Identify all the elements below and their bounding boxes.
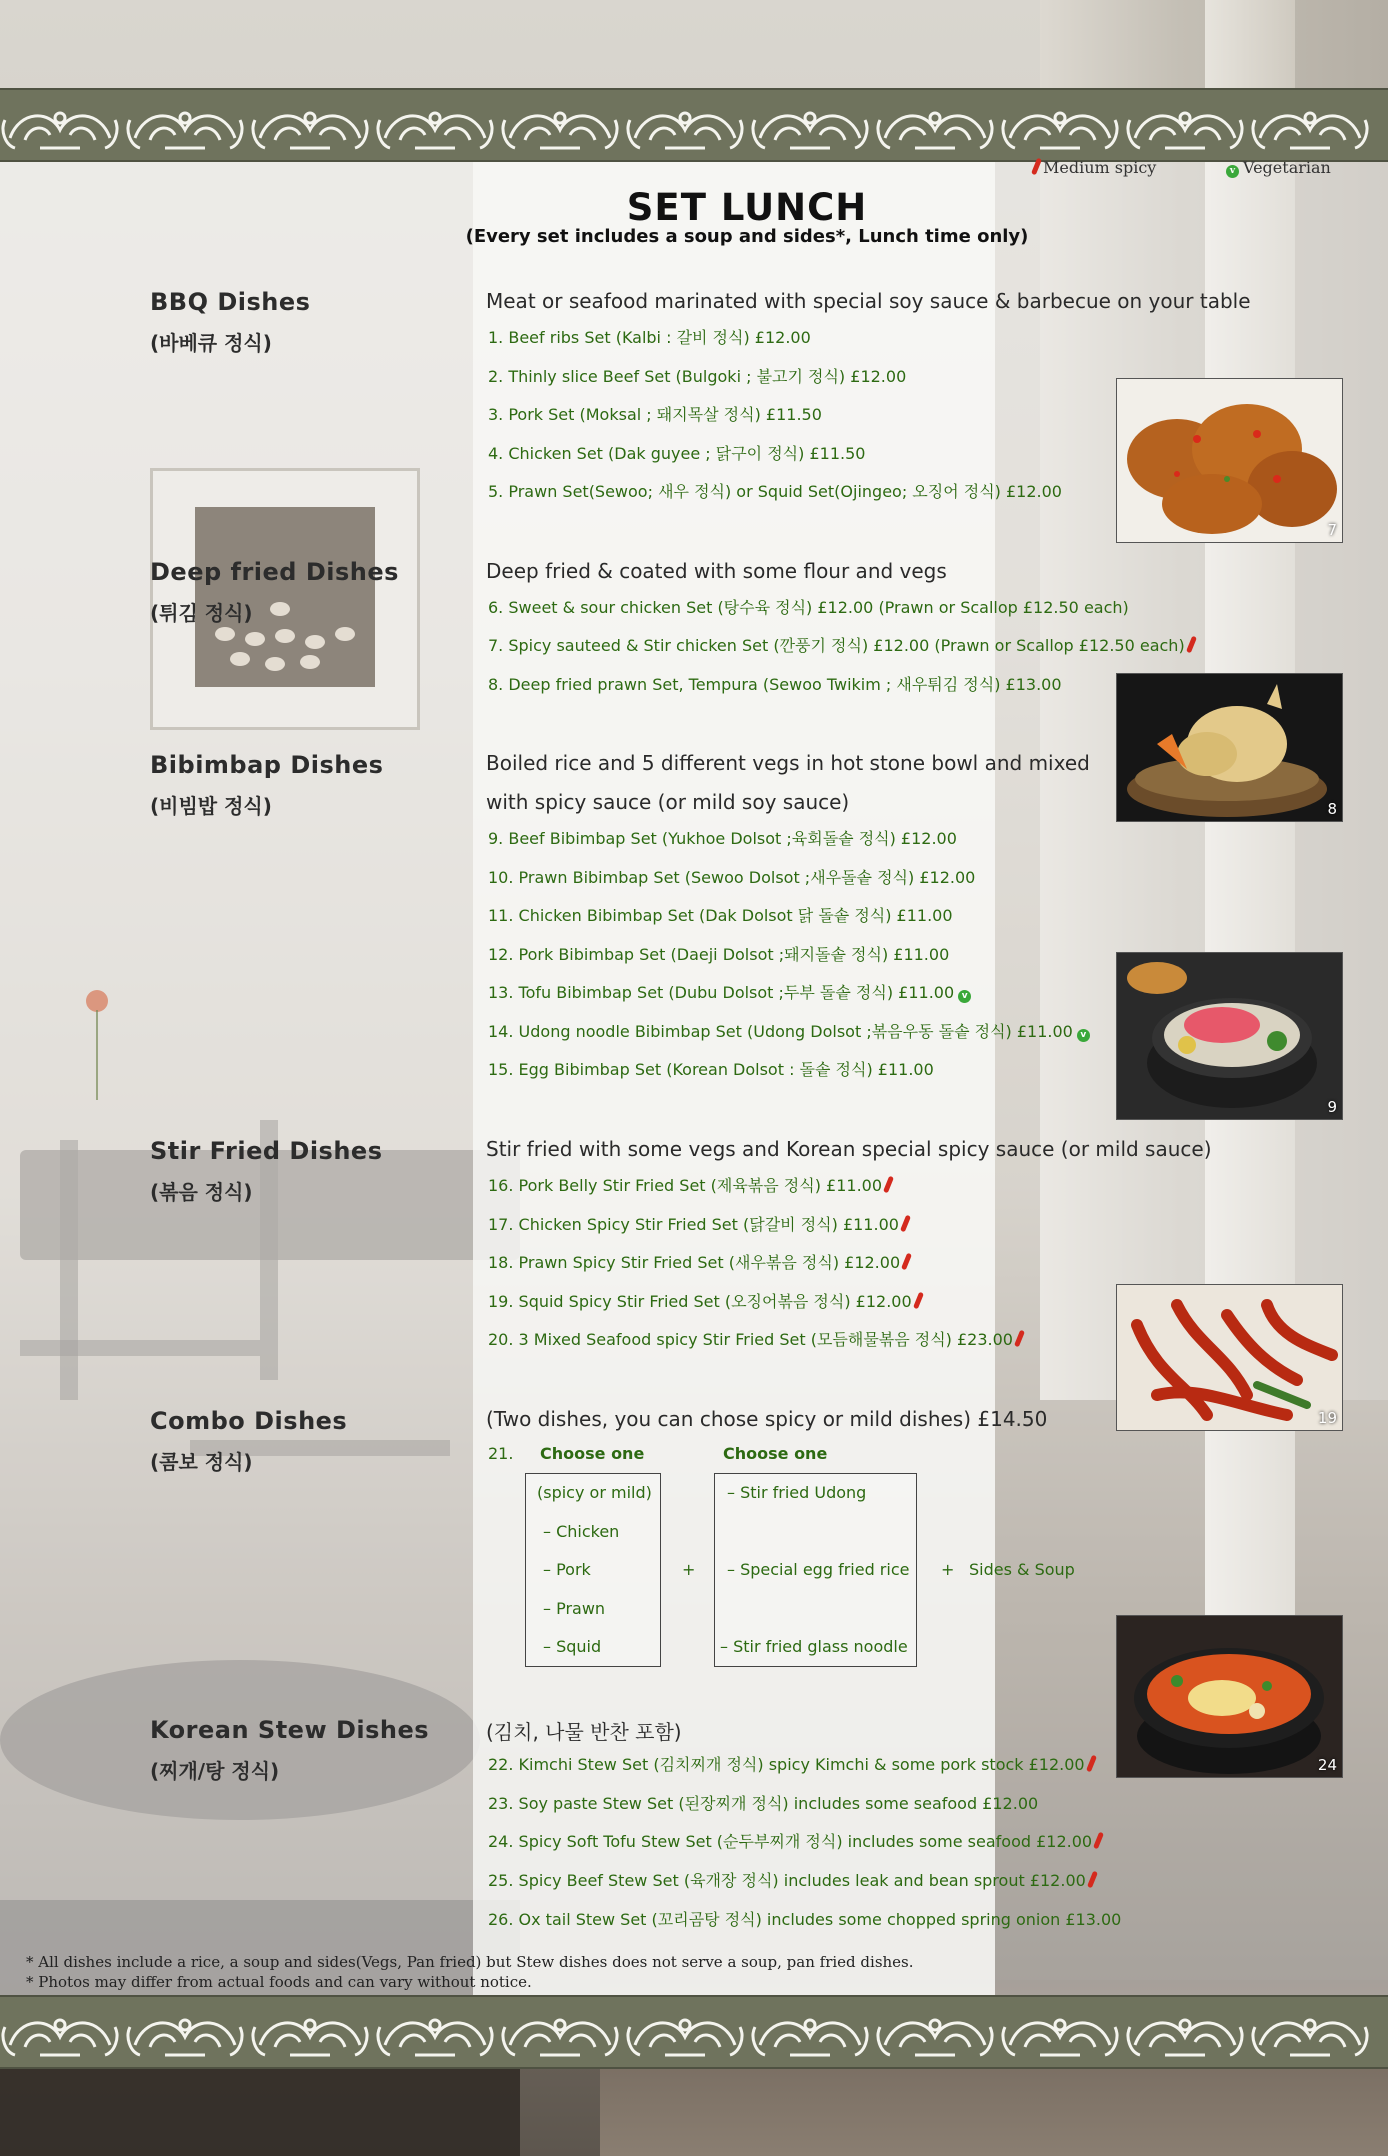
combo-choose-2: Choose one: [723, 1444, 828, 1463]
legend-spicy: [1030, 158, 1156, 177]
vegetarian-icon: v: [1226, 165, 1239, 178]
combo-option: – Squid: [543, 1637, 602, 1656]
menu-item-text: 19. Squid Spicy Stir Fried Set (오징어볶음 정식) £12.00: [488, 1292, 912, 1311]
section-desc-stirfry: Stir fried with some vegs and Korean special spicy sauce (or mild sauce): [486, 1137, 1212, 1161]
menu-item: 4. Chicken Set (Dak guyee ; 닭구이 정식) £11.50: [488, 444, 866, 463]
menu-item: 23. Soy paste Stew Set (된장찌개 정식) includes some seafood £12.00: [488, 1794, 1039, 1813]
section-desc-fried: Deep fried & coated with some flour and vegs: [486, 559, 947, 583]
menu-item-spicy: [488, 1327, 1026, 1350]
page-subtitle: (Every set includes a soup and sides*, Lunch time only): [465, 226, 1029, 247]
combo-option: – Stir fried Udong: [727, 1483, 867, 1502]
combo-option: – Pork: [543, 1560, 591, 1579]
section-subtitle-fried: (튀김 정식): [150, 601, 253, 625]
footnote: * Photos may differ from actual foods and can vary without notice.: [26, 1973, 532, 1991]
legend-spicy-label: Medium spicy: [1043, 158, 1157, 177]
chili-icon: [913, 1292, 924, 1310]
combo-plus-1: +: [682, 1560, 696, 1579]
chili-icon: [1031, 158, 1042, 176]
menu-item-text: 14. Udong noodle Bibimbap Set (Udong Dolsot ;볶음우동 돌솥 정식) £11.00: [488, 1022, 1073, 1041]
menu-item: 11. Chicken Bibimbap Set (Dak Dolsot 닭 돌솥 정식) £11.00: [488, 906, 953, 925]
combo-option: (spicy or mild): [537, 1483, 652, 1502]
page-title: SET LUNCH: [626, 186, 868, 229]
photo-label: 19: [1317, 1409, 1337, 1427]
chili-icon: [1186, 636, 1197, 654]
combo-option: – Prawn: [543, 1599, 606, 1618]
menu-item: 12. Pork Bibimbap Set (Daeji Dolsot ;돼지돌솥 정식) £11.00: [488, 945, 950, 964]
menu-item-text: 18. Prawn Spicy Stir Fried Set (새우볶음 정식) £12.00: [488, 1253, 901, 1272]
menu-item: 26. Ox tail Stew Set (꼬리곰탕 정식) includes some chopped spring onion £13.00: [488, 1910, 1122, 1929]
chili-icon: [1093, 1832, 1104, 1850]
flower-stem: [96, 1010, 98, 1100]
section-desc-bibimbap-1: Boiled rice and 5 different vegs in hot stone bowl and mixed: [486, 751, 1090, 775]
chili-icon: [1014, 1330, 1025, 1348]
tofu-stew-photo: [1116, 1615, 1343, 1778]
chili-icon: [900, 1215, 911, 1233]
section-desc-bibimbap-2: with spicy sauce (or mild soy sauce): [486, 790, 850, 814]
menu-item-spicy: [488, 1212, 912, 1235]
section-subtitle-stew: (찌개/탕 정식): [150, 1759, 280, 1783]
menu-item-text: 16. Pork Belly Stir Fried Set (제육볶음 정식) £11.00: [488, 1176, 883, 1195]
menu-item-veg: [488, 1019, 1094, 1042]
menu-item: 2. Thinly slice Beef Set (Bulgoki ; 불고기 정식) £12.00: [488, 367, 907, 386]
combo-option: – Special egg fried rice: [727, 1560, 910, 1579]
chili-icon: [1086, 1755, 1097, 1773]
combo-sides: Sides & Soup: [969, 1560, 1075, 1579]
section-title-stirfry: Stir Fried Dishes: [150, 1137, 383, 1165]
menu-item-veg: [488, 980, 975, 1003]
section-title-fried: Deep fried Dishes: [150, 558, 399, 586]
chili-icon: [901, 1253, 912, 1271]
photo-label: 8: [1327, 800, 1337, 818]
photo-label: 24: [1317, 1756, 1337, 1774]
section-subtitle-stirfry: (볶음 정식): [150, 1180, 253, 1204]
section-subtitle-combo: (콤보 정식): [150, 1450, 253, 1474]
combo-option: – Chicken: [543, 1522, 620, 1541]
menu-item: 6. Sweet & sour chicken Set (탕수육 정식) £12.00 (Prawn or Scallop £12.50 each): [488, 598, 1129, 617]
section-title-bibimbap: Bibimbap Dishes: [150, 751, 384, 779]
section-subtitle-bbq: (바베큐 정식): [150, 331, 272, 355]
spicy-squid-photo: [1116, 1284, 1343, 1431]
vegetarian-icon: v: [1077, 1029, 1090, 1042]
menu-item: 9. Beef Bibimbap Set (Yukhoe Dolsot ;육회돌솥 정식) £12.00: [488, 829, 957, 848]
section-desc-combo: (Two dishes, you can chose spicy or mild dishes) £14.50: [486, 1407, 1048, 1431]
menu-item-spicy: [488, 1250, 913, 1273]
combo-number: 21.: [488, 1444, 514, 1463]
menu-item-spicy: [488, 633, 1198, 656]
chili-icon: [1087, 1871, 1098, 1889]
flower-decoration: [86, 990, 108, 1012]
ornament-band-bottom: [0, 1995, 1388, 2069]
legend-veg-label: Vegetarian: [1243, 158, 1331, 177]
photo-label: 9: [1327, 1098, 1337, 1116]
section-desc-bbq: Meat or seafood marinated with special soy sauce & barbecue on your table: [486, 289, 1251, 313]
footnote: * All dishes include a rice, a soup and sides(Vegs, Pan fried) but Stew dishes does not serve a soup, pan fried dishes.: [26, 1953, 914, 1971]
section-title-stew: Korean Stew Dishes: [150, 1716, 430, 1744]
photo-label: 7: [1327, 521, 1337, 539]
combo-choose-1: Choose one: [540, 1444, 645, 1463]
menu-item-spicy: [488, 1289, 925, 1312]
ornament-band-top: [0, 88, 1388, 162]
section-title-bbq: BBQ Dishes: [150, 288, 311, 316]
legend-veg: [1222, 158, 1331, 178]
menu-item-spicy: [488, 1868, 1099, 1891]
menu-item: 15. Egg Bibimbap Set (Korean Dolsot : 돌솥 정식) £11.00: [488, 1060, 934, 1079]
menu-item: 1. Beef ribs Set (Kalbi : 갈비 정식) £12.00: [488, 328, 811, 347]
vegetarian-icon: v: [958, 990, 971, 1003]
menu-item-text: 22. Kimchi Stew Set (김치찌개 정식) spicy Kimchi & some pork stock £12.00: [488, 1755, 1085, 1774]
menu-item-spicy: [488, 1173, 895, 1196]
menu-item-spicy: [488, 1752, 1098, 1775]
chili-icon: [883, 1176, 894, 1194]
menu-item: 10. Prawn Bibimbap Set (Sewoo Dolsot ;새우돌솥 정식) £12.00: [488, 868, 976, 887]
menu-item-text: 20. 3 Mixed Seafood spicy Stir Fried Set (모듬해물볶음 정식) £23.00: [488, 1330, 1013, 1349]
menu-item-text: 24. Spicy Soft Tofu Stew Set (순두부찌개 정식) includes some seafood £12.00: [488, 1832, 1093, 1851]
fried-chicken-photo: [1116, 378, 1343, 543]
menu-item-text: 25. Spicy Beef Stew Set (육개장 정식) includes leak and bean sprout £12.00: [488, 1871, 1086, 1890]
section-title-combo: Combo Dishes: [150, 1407, 348, 1435]
bibimbap-photo: [1116, 952, 1343, 1120]
combo-option: – Stir fried glass noodle: [720, 1637, 908, 1656]
tempura-photo: [1116, 673, 1343, 822]
section-subtitle-bibimbap: (비빔밥 정식): [150, 794, 272, 818]
menu-item-text: 13. Tofu Bibimbap Set (Dubu Dolsot ;두부 돌솥 정식) £11.00: [488, 983, 955, 1002]
menu-item-spicy: [488, 1829, 1105, 1852]
menu-item-text: 17. Chicken Spicy Stir Fried Set (닭갈비 정식) £11.00: [488, 1215, 899, 1234]
section-desc-stew: (김치, 나물 반찬 포함): [486, 1720, 682, 1744]
combo-plus-2: +: [941, 1560, 955, 1579]
menu-item: 8. Deep fried prawn Set, Tempura (Sewoo Twikim ; 새우튀김 정식) £13.00: [488, 675, 1062, 694]
menu-item: 3. Pork Set (Moksal ; 돼지목살 정식) £11.50: [488, 405, 822, 424]
menu-item-text: 7. Spicy sauteed & Stir chicken Set (깐풍기 정식) £12.00 (Prawn or Scallop £12.50 each): [488, 636, 1185, 655]
menu-item: 5. Prawn Set(Sewoo; 새우 정식) or Squid Set(Ojingeo; 오징어 정식) £12.00: [488, 482, 1062, 501]
